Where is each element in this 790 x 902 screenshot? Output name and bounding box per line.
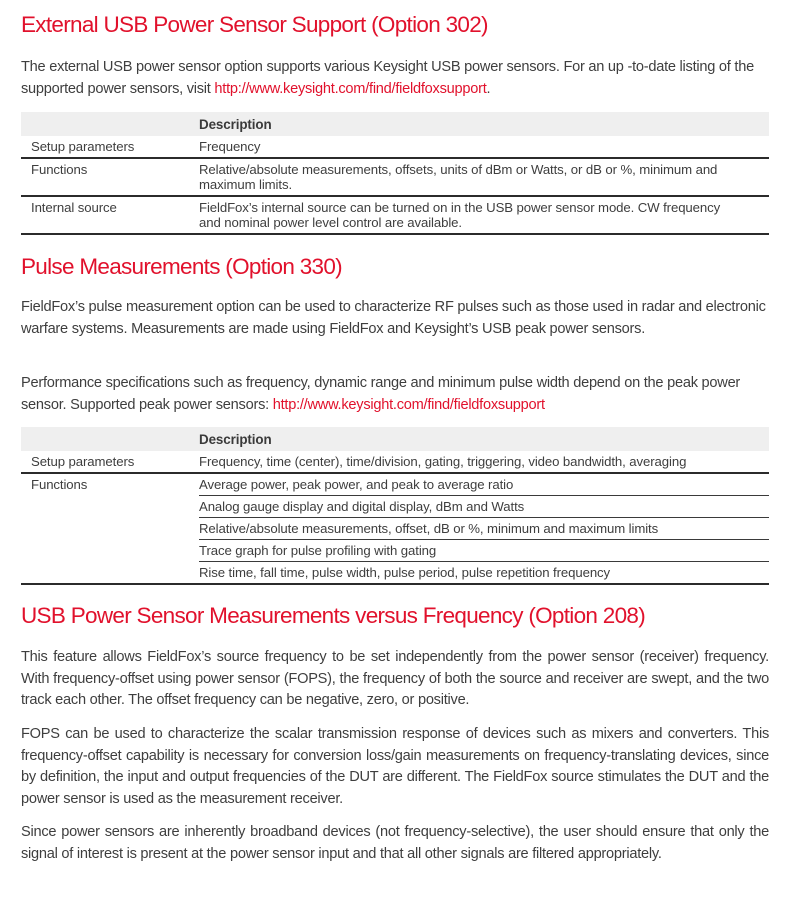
row-value: FieldFox’s internal source can be turned on in the USB power sensor mode. CW frequency and nominal power level control are available.	[199, 196, 769, 234]
section-heading-pulse-measurements: Pulse Measurements (Option 330)	[21, 254, 342, 279]
row-label: Internal source	[21, 196, 199, 234]
row-value: Average power, peak power, and peak to average ratio	[199, 473, 769, 496]
row-label: Functions	[21, 158, 199, 196]
table-row	[21, 451, 769, 473]
table-header-row	[21, 112, 769, 136]
row-value: Frequency	[199, 136, 769, 158]
paragraph-text: The external USB power sensor option supports various Keysight USB power sensors. For an up -to-date listing of the supported power sensors, visit	[21, 59, 754, 97]
usb-sensor-spec-table	[21, 112, 769, 235]
paragraph-text: Performance specifications such as frequency, dynamic range and minimum pulse width depend on the peak power sensor. Supported peak power sensors:	[21, 375, 741, 413]
section-3-paragraph-1: This feature allows FieldFox’s source frequency to be set independently from the power sensor (receiver) frequency. With frequency-offset using power sensor (FOPS), the frequency of both the source and receiver are swept, and the two track each other. The offset frequency can be negative, zero, or positive.	[21, 649, 769, 708]
section-heading-fops: USB Power Sensor Measurements versus Frequency (Option 208)	[21, 603, 645, 628]
fieldfox-support-link[interactable]: http://www.keysight.com/find/fieldfoxsupport	[214, 80, 487, 97]
row-value: Frequency, time (center), time/division, gating, triggering, video bandwidth, averaging	[199, 451, 769, 473]
table-row	[21, 136, 769, 158]
fieldfox-support-link[interactable]: http://www.keysight.com/find/fieldfoxsupport	[272, 396, 545, 413]
row-value: Trace graph for pulse profiling with gating	[199, 540, 769, 562]
section-1-paragraph	[21, 57, 769, 100]
section-3-paragraph-2: FOPS can be used to characterize the scalar transmission response of devices such as mixers and converters. This frequency-offset capability is necessary for conversion loss/gain measurements on frequency-translating devices, since by definition, the input and output frequencies of the DUT are different. The FieldFox source stimulates the DUT and the power sensor is used as the measurement receiver.	[21, 726, 769, 807]
row-value: Analog gauge display and digital display, dBm and Watts	[199, 496, 769, 518]
row-value: Relative/absolute measurements, offset, dB or %, minimum and maximum limits	[199, 518, 769, 540]
table-header-description: Description	[199, 427, 769, 451]
pulse-spec-table	[21, 427, 769, 585]
row-label: Setup parameters	[21, 451, 199, 473]
table-row	[21, 158, 769, 196]
row-value: Relative/absolute measurements, offsets, units of dBm or Watts, or dB or %, minimum and maximum limits.	[199, 158, 769, 196]
row-label: Setup parameters	[21, 136, 199, 158]
row-value: Rise time, fall time, pulse width, pulse period, pulse repetition frequency	[199, 562, 769, 585]
section-3-paragraph-3: Since power sensors are inherently broadband devices (not frequency-selective), the user should ensure that only the signal of interest is present at the power sensor input and that all other signals are filtered appropriately.	[21, 824, 769, 862]
section-2-paragraph-1: FieldFox’s pulse measurement option can be used to characterize RF pulses such as those used in radar and electronic warfare systems. Measurements are made using FieldFox and Keysight’s USB peak power sensors.	[21, 299, 766, 337]
section-2-paragraph-2	[21, 373, 769, 416]
table-header-empty	[21, 112, 199, 136]
paragraph-after: .	[486, 80, 491, 97]
table-header-row	[21, 427, 769, 451]
table-header-empty	[21, 427, 199, 451]
row-label: Functions	[21, 473, 199, 584]
table-header-description: Description	[199, 112, 769, 136]
table-row	[21, 196, 769, 234]
section-heading-usb-power-sensor: External USB Power Sensor Support (Option 302)	[21, 12, 488, 37]
table-row	[21, 473, 769, 496]
